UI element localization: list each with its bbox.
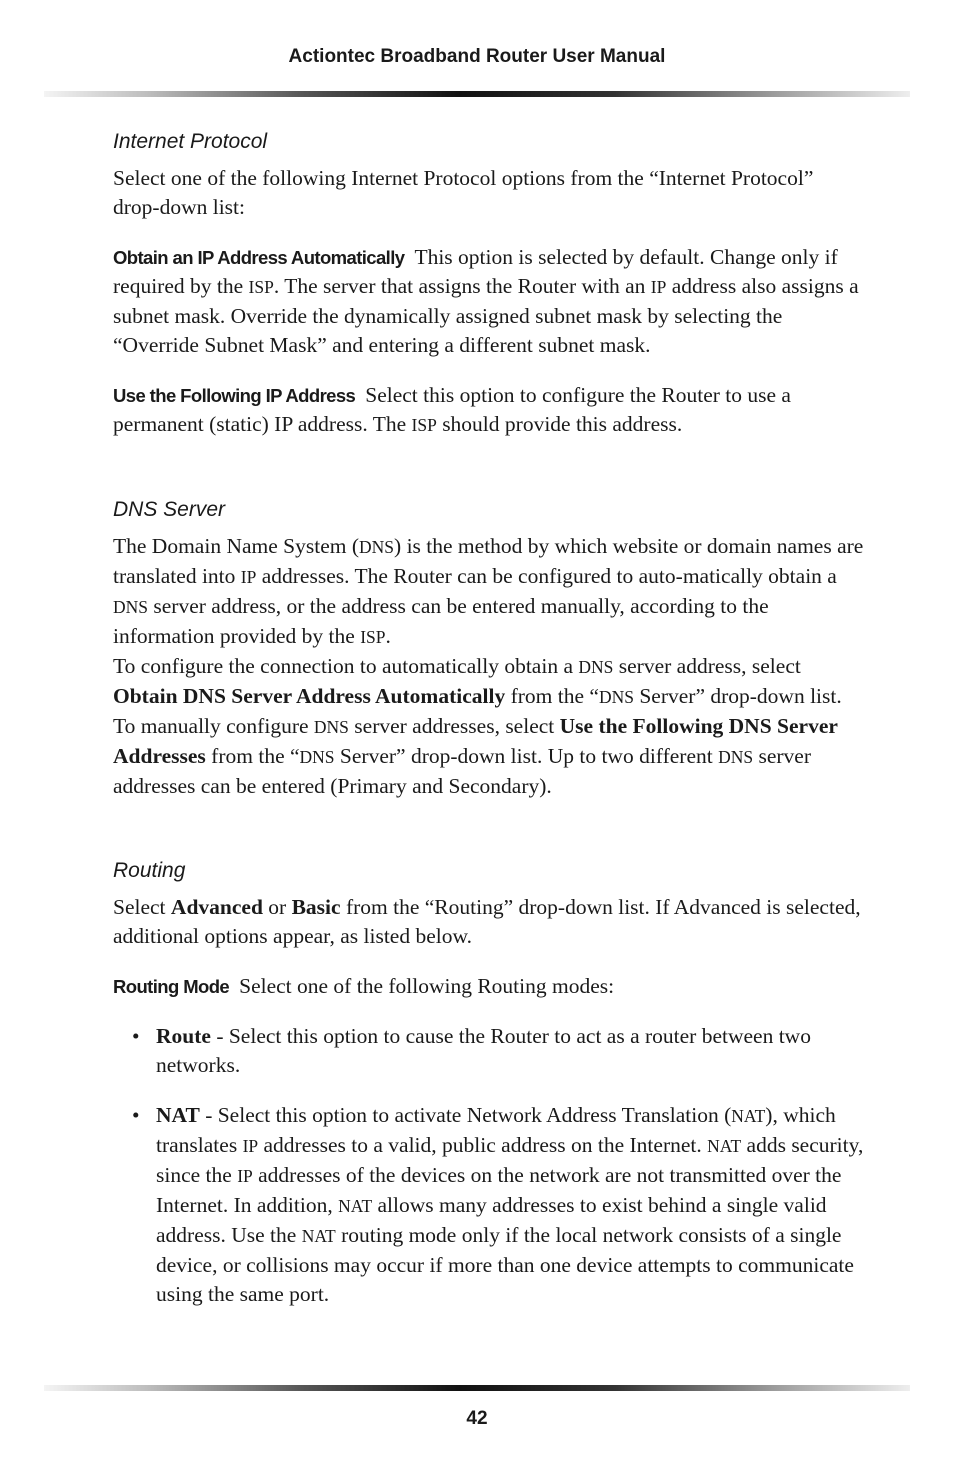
text-run: server address, select	[613, 654, 801, 678]
text-run: adds security, since the	[156, 1133, 864, 1187]
routing-mode-paragraph	[113, 972, 865, 1001]
section-heading-internet-protocol: Internet Protocol	[113, 130, 268, 153]
text-run: Server” drop-down list. To manually configure	[113, 684, 842, 738]
text-run: server addresses, select	[348, 714, 560, 738]
option-use-following-dns: Use the Following DNS Server Addresses	[113, 714, 838, 768]
abbr-dns: DNS	[578, 657, 614, 677]
text-run: Select this option to configure the Router to use a permanent (static) IP address. The	[113, 383, 791, 436]
option-route: Route	[156, 1024, 211, 1048]
text-run: routing mode only if the local network consists of a single device, or collisions may occur if more than one device attempts to communicate using the same port.	[156, 1223, 854, 1306]
abbr-nat: NAT	[731, 1106, 766, 1126]
text-run: .	[385, 624, 391, 648]
bullet-icon: •	[132, 1103, 140, 1127]
text-run: Select	[113, 895, 171, 919]
abbr-dns: DNS	[718, 747, 754, 767]
text-run: addresses of the devices on the network are not transmitted over the Internet. In addition,	[156, 1163, 842, 1217]
abbr-nat: NAT	[338, 1196, 373, 1216]
text-run: This option is selected by default. Change only if required by the	[113, 245, 838, 298]
list-item-nat	[113, 1101, 865, 1309]
text-run: or	[262, 895, 292, 919]
internet-protocol-intro: Select one of the following Internet Protocol options from the “Internet Protocol” drop-down list:	[113, 166, 814, 219]
text-run: from the “	[205, 744, 300, 768]
abbr-nat: NAT	[301, 1226, 336, 1246]
section-heading-routing: Routing	[113, 859, 186, 882]
text-run: should provide this address.	[436, 412, 683, 436]
abbr-dns: DNS	[598, 687, 634, 707]
section-heading-dns-server: DNS Server	[113, 498, 226, 521]
text-run: ) is the method by which website or domain names are translated into	[113, 534, 864, 588]
abbr-dns: DNS	[359, 537, 395, 557]
text-run: addresses. The Router can be configured to auto-matically obtain a	[256, 564, 837, 588]
text-run: Server” drop-down list. Up to two different	[334, 744, 719, 768]
footer-divider	[44, 1385, 910, 1391]
text-run: ), which translates	[156, 1103, 836, 1157]
abbr-nat: NAT	[707, 1136, 742, 1156]
obtain-ip-automatically-paragraph	[113, 243, 865, 360]
text-run: Select one of the following Routing modes:	[239, 974, 615, 998]
header-divider	[44, 91, 910, 97]
bullet-icon: •	[132, 1024, 140, 1048]
term-routing-mode: Routing Mode	[113, 976, 230, 997]
page-header-title: Actiontec Broadband Router User Manual	[288, 46, 666, 67]
text-run: - Select this option to cause the Router to act as a router between two networks.	[156, 1024, 811, 1077]
text-run: from the “Routing” drop-down list. If Advanced is selected, additional options appear, as listed below.	[113, 895, 861, 948]
abbr-ip: IP	[237, 1166, 253, 1186]
use-following-ip-paragraph	[113, 381, 865, 440]
abbr-isp: ISP	[360, 627, 386, 647]
text-run: server addresses can be entered (Primary and Secondary).	[113, 744, 812, 798]
option-advanced: Advanced	[170, 895, 263, 919]
list-item-route	[113, 1022, 865, 1080]
dns-paragraph-1	[113, 532, 865, 652]
abbr-ip: IP	[240, 567, 257, 587]
text-run: addresses to a valid, public address on the Internet.	[258, 1133, 708, 1157]
text-run: To configure the connection to automatically obtain a	[113, 654, 579, 678]
page-body	[113, 128, 865, 1309]
text-run: - Select this option to activate Network Address Translation (	[199, 1103, 732, 1127]
abbr-isp: ISP	[248, 277, 274, 297]
text-run: server address, or the address can be entered manually, according to the information provided by the	[113, 594, 769, 648]
routing-intro	[113, 893, 865, 951]
abbr-isp: ISP	[411, 415, 437, 435]
page-number: 42	[466, 1408, 488, 1429]
abbr-ip: IP	[650, 277, 667, 297]
abbr-ip: IP	[242, 1136, 259, 1156]
term-use-following-ip: Use the Following IP Address	[113, 385, 356, 406]
text-run: allows many addresses to exist behind a single valid address. Use the	[156, 1193, 827, 1247]
text-run: address also assigns a subnet mask. Override the dynamically assigned subnet mask by selecting the “Override Subnet Mask” and entering a different subnet mask.	[113, 274, 859, 357]
abbr-dns: DNS	[313, 717, 349, 737]
option-obtain-dns-automatically: Obtain DNS Server Address Automatically	[113, 684, 506, 708]
abbr-dns: DNS	[113, 597, 149, 617]
option-nat: NAT	[156, 1103, 200, 1127]
text-run: from the “	[505, 684, 599, 708]
routing-mode-list	[113, 1022, 865, 1309]
dns-paragraph-2	[113, 652, 865, 801]
text-run: The Domain Name System (	[113, 534, 360, 558]
term-obtain-ip-automatically: Obtain an IP Address Automatically	[113, 247, 405, 268]
text-run: . The server that assigns the Router with an	[273, 274, 651, 298]
option-basic: Basic	[291, 895, 341, 919]
abbr-dns: DNS	[299, 747, 335, 767]
